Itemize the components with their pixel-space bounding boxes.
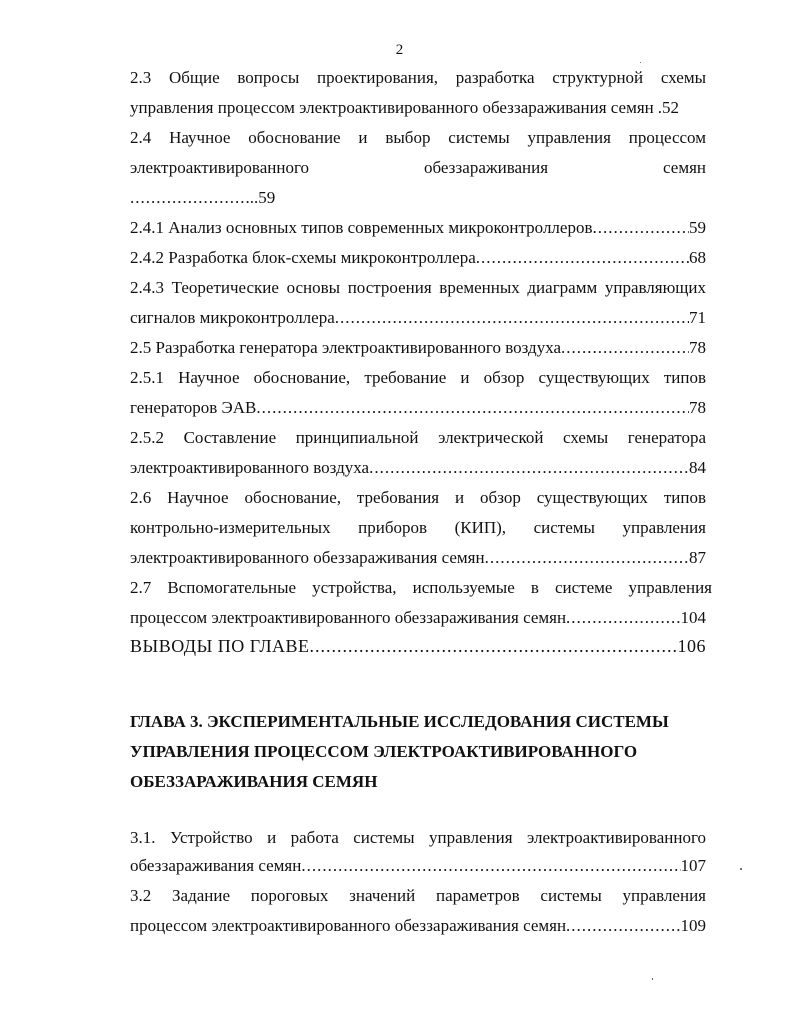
toc-leader-dots xyxy=(310,636,678,656)
toc-entry-3-1-line2 xyxy=(130,856,706,876)
toc-leader-dots xyxy=(369,458,689,478)
toc-entry-3-2-line2 xyxy=(130,916,706,936)
toc-entry-2-7-line2 xyxy=(130,608,706,628)
toc-entry-2-5-2-line2 xyxy=(130,458,706,478)
toc-entry-2-6-line1: 2.6 Научное обоснование, требования и обзор существующих типов xyxy=(130,488,706,507)
toc-entry-2-7-text: процессом электроактивированного обеззараживания семян xyxy=(130,608,567,627)
toc-entry-2-3-page: .52 xyxy=(657,98,680,117)
page-number: 2 xyxy=(395,42,404,58)
toc-entry-2-5-2-line1: 2.5.2 Составление принципиальной электрической схемы генератора xyxy=(130,428,706,447)
chapter-3-heading-line2: УПРАВЛЕНИЯ ПРОЦЕССОМ ЭЛЕКТРОАКТИВИРОВАННОГО xyxy=(130,742,638,761)
toc-entry-2-6-page: 87 xyxy=(689,548,706,567)
toc-entry-2-4-line1: 2.4 Научное обоснование и выбор системы управления процессом xyxy=(130,128,706,147)
toc-entry-3-1-text: обеззараживания семян xyxy=(130,856,302,875)
toc-entry-2-5 xyxy=(130,338,706,358)
toc-entry-2-4-1-text: 2.4.1 Анализ основных типов современных микроконтроллеров xyxy=(130,218,593,237)
toc-entry-2-4-line2: электроактивированного обеззараживания семян xyxy=(130,158,706,177)
toc-leader-dots xyxy=(485,548,689,568)
toc-leader-dots xyxy=(476,248,689,268)
toc-entry-2-6-line2: контрольно-измерительных приборов (КИП), системы управления xyxy=(130,518,706,537)
toc-leader-dots xyxy=(301,856,680,876)
toc-entry-conclusions-text: ВЫВОДЫ ПО ГЛАВЕ xyxy=(130,636,310,656)
toc-entry-2-4-2-page: 68 xyxy=(689,248,706,267)
chapter-3-heading-line1: ГЛАВА 3. ЭКСПЕРИМЕНТАЛЬНЫЕ ИССЛЕДОВАНИЯ СИСТЕМЫ xyxy=(130,712,669,731)
toc-entry-2-4-2 xyxy=(130,248,706,268)
toc-entry-2-3-text: управления процессом электроактивированного обеззараживания семян xyxy=(130,98,654,117)
toc-leader-dots xyxy=(566,608,680,628)
toc-leader-dots xyxy=(566,916,680,936)
toc-entry-2-3-line2 xyxy=(130,98,706,118)
toc-entry-3-2-page: 109 xyxy=(680,916,706,935)
toc-entry-2-4-2-text: 2.4.2 Разработка блок-схемы микроконтроллера xyxy=(130,248,476,267)
toc-entry-2-5-text: 2.5 Разработка генератора электроактивированного воздуха xyxy=(130,338,562,357)
toc-entry-3-1-line1: 3.1. Устройство и работа системы управления электроактивированного xyxy=(130,828,706,847)
toc-entry-2-5-2-text: электроактивированного воздуха xyxy=(130,458,370,477)
toc-leader-dots xyxy=(335,308,689,328)
toc-leader-dots: ...................... xyxy=(130,188,246,207)
toc-entry-2-4-line3 xyxy=(130,188,275,208)
toc-entry-2-4-3-text: сигналов микроконтроллера xyxy=(130,308,335,327)
toc-entry-conclusions xyxy=(130,636,706,656)
toc-entry-2-5-1-page: 78 xyxy=(689,398,706,417)
scan-speck xyxy=(652,978,653,980)
toc-entry-3-2-line1: 3.2 Задание пороговых значений параметров системы управления xyxy=(130,886,706,905)
scan-speck xyxy=(640,62,641,63)
toc-entry-2-4-page: ...59 xyxy=(245,188,276,207)
toc-leader-dots xyxy=(561,338,689,358)
toc-entry-conclusions-page: 106 xyxy=(677,636,706,656)
toc-entry-2-7-page: 104 xyxy=(680,608,706,627)
toc-entry-3-2-text: процессом электроактивированного обеззараживания семян xyxy=(130,916,567,935)
toc-entry-2-6-line3 xyxy=(130,548,706,568)
toc-entry-2-5-page: 78 xyxy=(689,338,706,357)
toc-entry-2-6-text: электроактивированного обеззараживания семян xyxy=(130,548,485,567)
toc-entry-2-5-1-text: генераторов ЭАВ xyxy=(130,398,257,417)
chapter-3-heading-line3: ОБЕЗЗАРАЖИВАНИЯ СЕМЯН xyxy=(130,772,378,791)
toc-entry-2-5-2-page: 84 xyxy=(689,458,706,477)
toc-entry-3-1-page: 107 xyxy=(680,856,706,875)
toc-entry-2-4-1 xyxy=(130,218,706,238)
toc-entry-2-4-3-line2 xyxy=(130,308,706,328)
toc-leader-dots xyxy=(592,218,689,238)
toc-entry-2-5-1-line2 xyxy=(130,398,706,418)
toc-entry-2-4-3-line1: 2.4.3 Теоретические основы построения временных диаграмм управляющих xyxy=(130,278,706,297)
toc-entry-2-4-1-page: 59 xyxy=(689,218,706,237)
scan-speck xyxy=(740,868,742,870)
toc-entry-2-3-line1: 2.3 Общие вопросы проектирования, разработка структурной схемы xyxy=(130,68,706,87)
toc-entry-2-4-3-page: 71 xyxy=(689,308,706,327)
toc-entry-2-5-1-line1: 2.5.1 Научное обоснование, требование и обзор существующих типов xyxy=(130,368,706,387)
toc-entry-2-7-line1: 2.7 Вспомогательные устройства, используемые в системе управления xyxy=(130,578,712,597)
toc-leader-dots xyxy=(256,398,689,418)
